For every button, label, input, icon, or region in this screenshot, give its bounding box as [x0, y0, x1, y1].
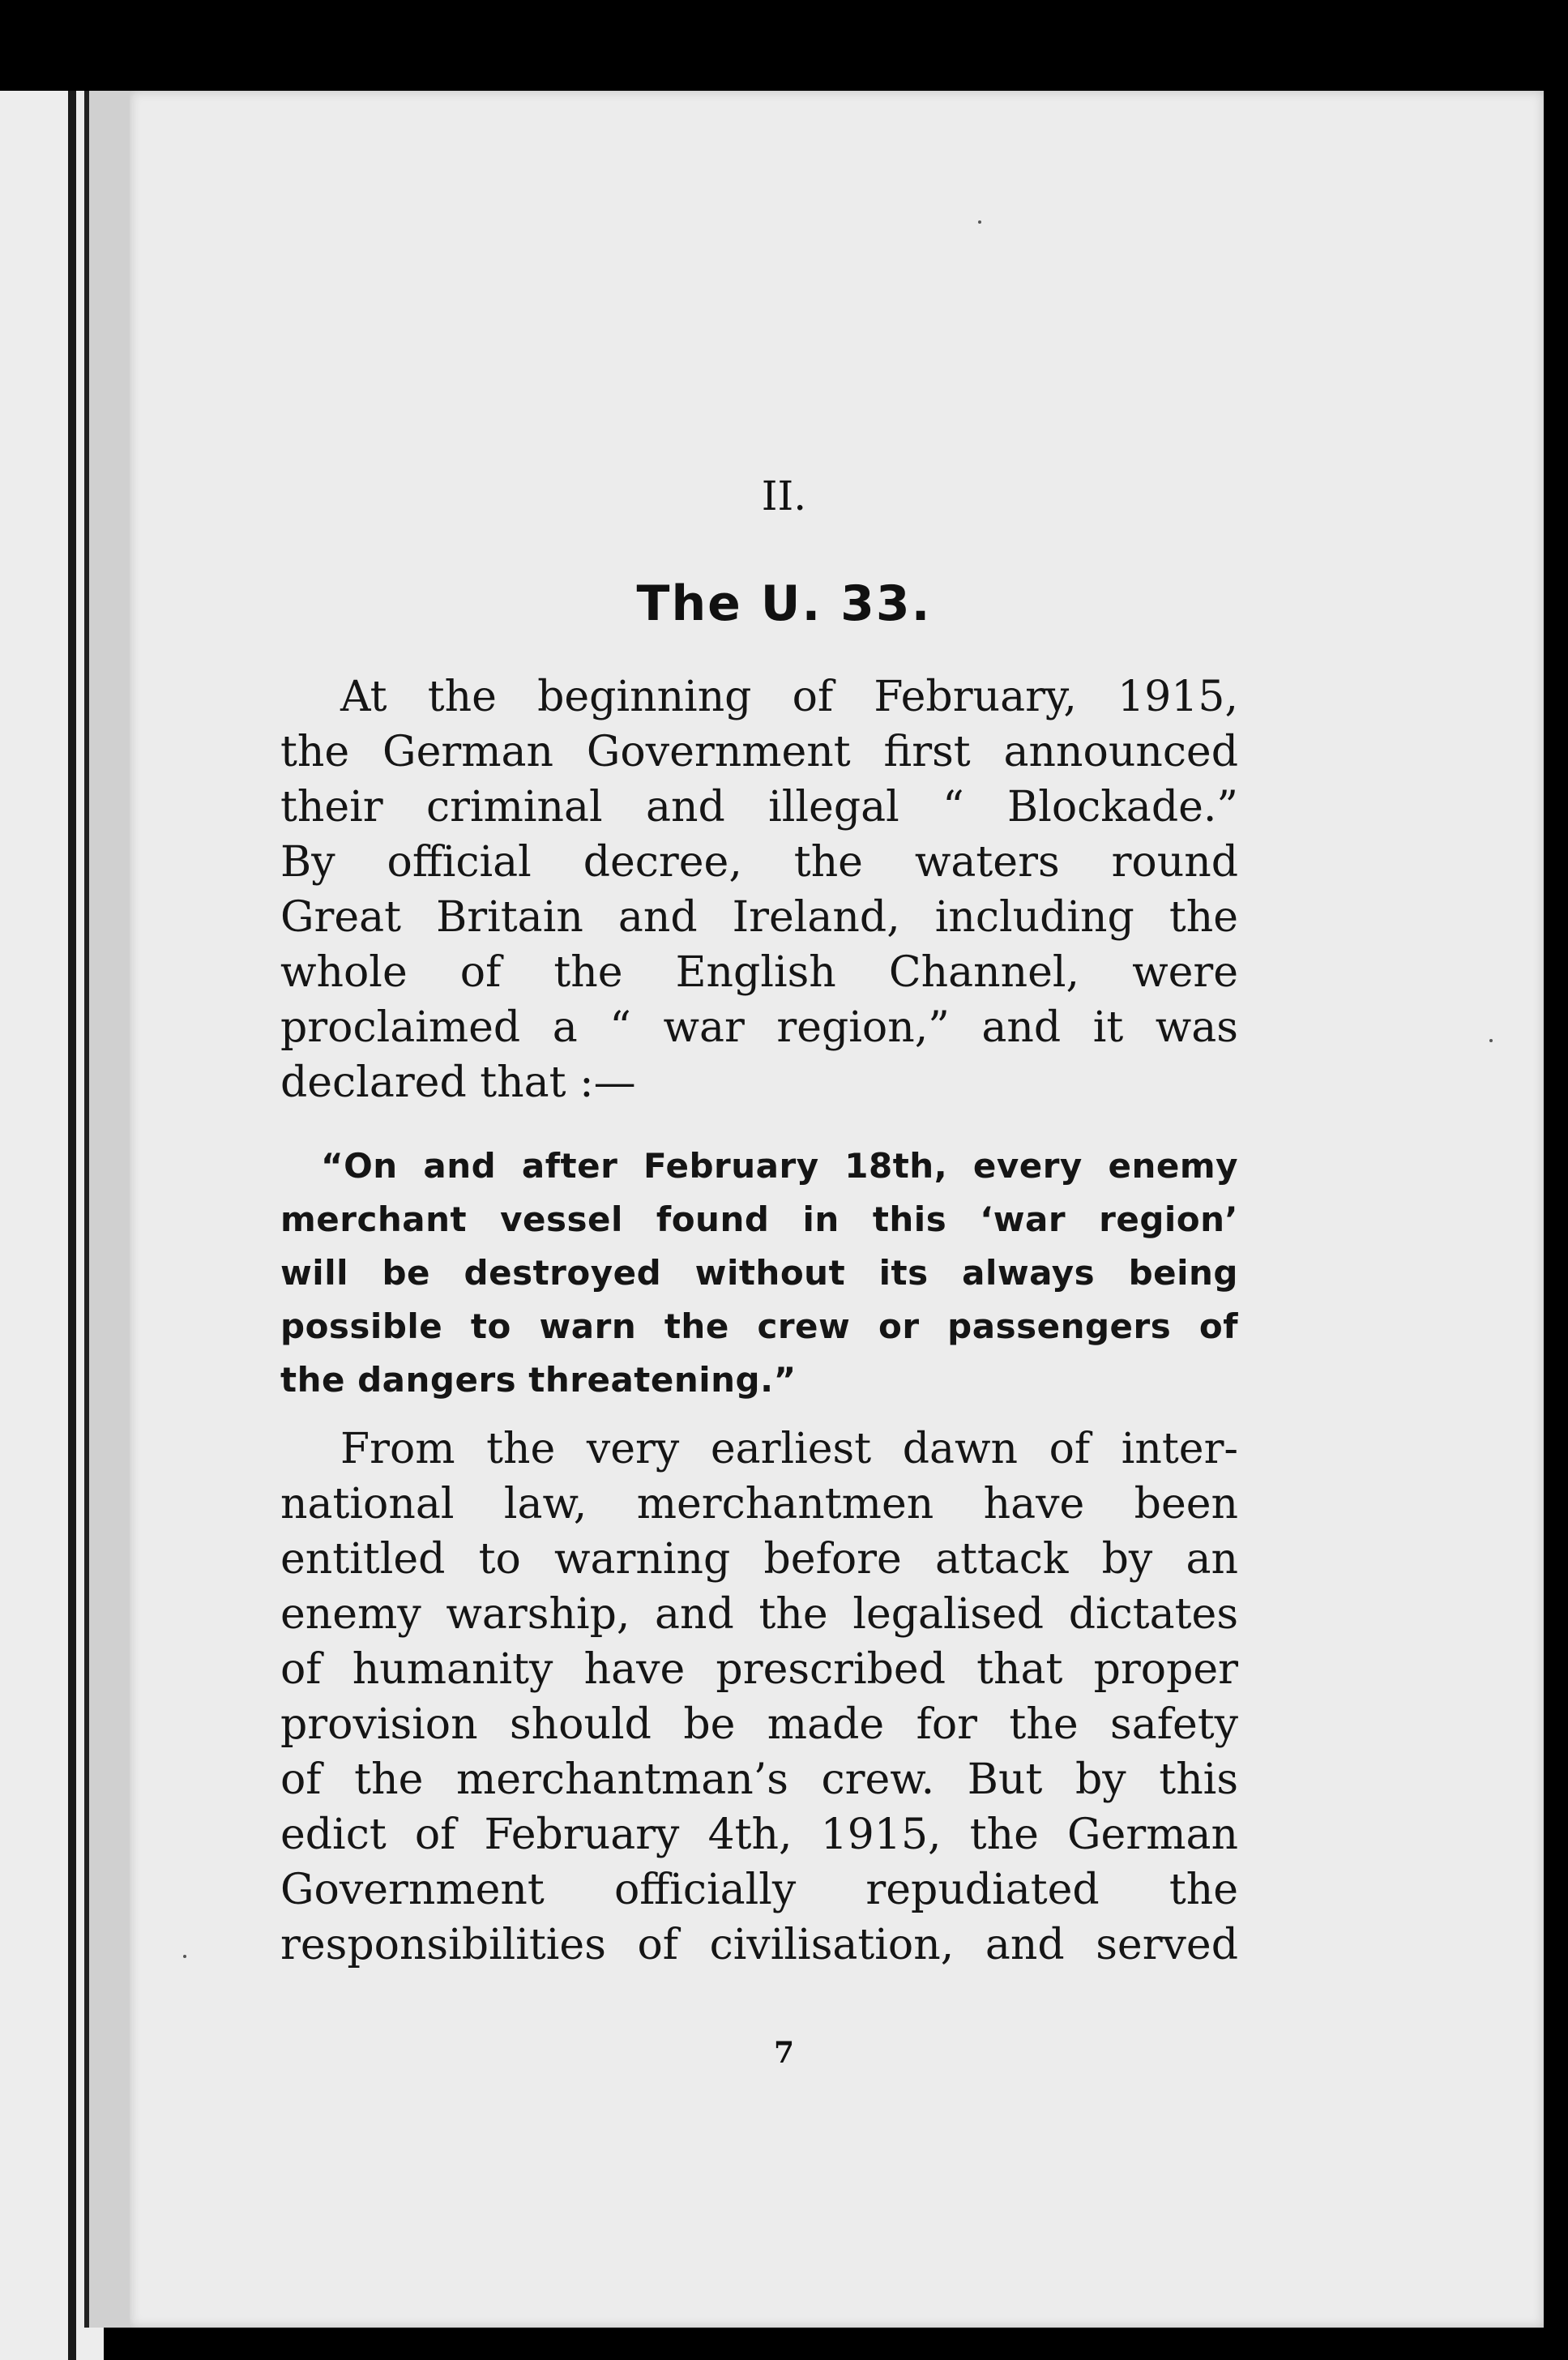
paragraph-1 [280, 669, 1238, 1110]
paper-speck [978, 220, 981, 224]
text-line: By official decree, the waters round [280, 838, 1238, 887]
quote-line: will be destroyed without its always being [280, 1253, 1238, 1293]
text-line: provision should be made for the safety [280, 1700, 1238, 1749]
paper-speck [1489, 1039, 1493, 1042]
text-line: national law, merchantmen have been [280, 1480, 1238, 1528]
text-line: declared that :— [280, 1058, 636, 1107]
text-line: entitled to warning before attack by an [280, 1535, 1238, 1584]
text-line: of humanity have prescribed that proper [280, 1645, 1238, 1694]
quote-line: the dangers threatening.” [280, 1360, 797, 1400]
text-line: proclaimed a “ war region,” and it was [280, 1003, 1238, 1052]
text-line: enemy warship, and the legalised dictates [280, 1590, 1238, 1639]
text-line: responsibilities of civilisation, and served [280, 1921, 1238, 1969]
text-line: Great Britain and Ireland, including the [280, 893, 1238, 942]
text-line: edict of February 4th, 1915, the German [280, 1811, 1238, 1859]
page-number: 7 [773, 2036, 795, 2070]
chapter-number: II. [761, 472, 807, 519]
text-line: At the beginning of February, 1915, [340, 673, 1238, 721]
quote-line: possible to warn the crew or passengers of [280, 1306, 1238, 1346]
paragraph-2 [280, 1422, 1238, 1973]
text-line: Government officially repudiated the [280, 1866, 1238, 1914]
adjacent-page-edge [68, 91, 76, 2360]
page-binding-edge [84, 91, 136, 2328]
quote-line: merchant vessel found in this ‘war region’ [280, 1199, 1238, 1239]
text-line: From the very earliest dawn of inter- [340, 1425, 1238, 1473]
chapter-title: The U. 33. [636, 575, 932, 632]
decree-quote [280, 1139, 1238, 1407]
text-line: the German Government first announced [280, 728, 1238, 776]
text-line: of the merchantman’s crew. But by this [280, 1755, 1238, 1804]
paper-speck [183, 1955, 186, 1958]
quote-line: “On and after February 18th, every enemy [321, 1146, 1238, 1186]
text-line: their criminal and illegal “ Blockade.” [280, 783, 1238, 832]
text-line: whole of the English Channel, were [280, 948, 1238, 997]
